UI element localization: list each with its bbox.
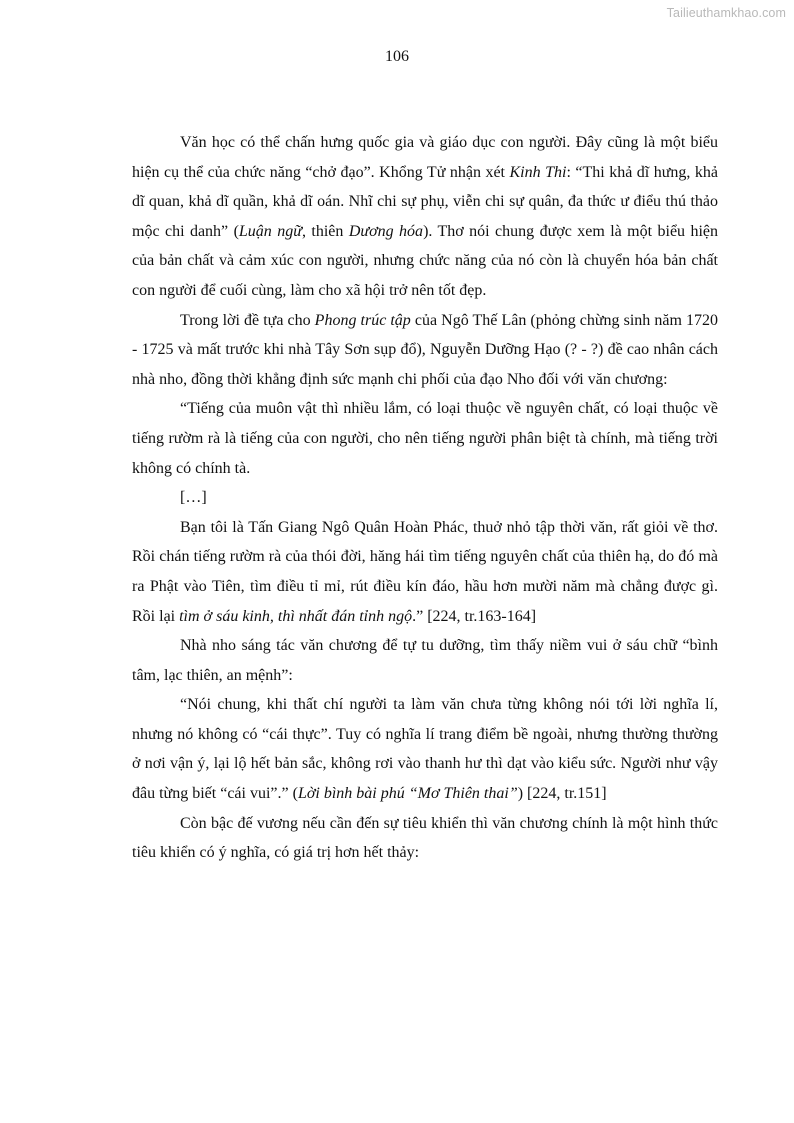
- paragraph-7-quote: “Nói chung, khi thất chí người ta làm văn chưa từng không nói tới lời nghĩa lí, nhưng nó không có “cái thực”. Tuy có nghĩa lí trang điểm bề ngoài, nhưng thường thường ở nơi vận ý, lại lộ hết bản sắc, không rơi vào thanh hư thì dạt vào kiểu sức. Người như vậy đâu từng biết “cái vui”.” (Lời bình bài phú “Mơ Thiên thai”) [224, tr.151]: [132, 696, 718, 803]
- title-kinh-thi: Kinh Thi: [509, 163, 567, 181]
- title-phong-truc-tap: Phong trúc tập: [314, 311, 411, 329]
- page-number: 106: [385, 48, 409, 65]
- paragraph-2: Trong lời đề tựa cho Phong trúc tập của Ngô Thế Lân (phỏng chừng sinh năm 1720 - 1725 và mất trước khi nhà Tây Sơn sụp đổ), Nguyễn Dưỡng Hạo (? - ?) đề cao nhân cách nhà nho, đồng thời khẳng định sức mạnh chi phối của đạo Nho đối với văn chương:: [132, 311, 718, 388]
- paragraph-8: Còn bậc đế vương nếu cần đến sự tiêu khiển thì văn chương chính là một hình thức tiêu khiển có ý nghĩa, có giá trị hơn hết thảy:: [132, 814, 718, 862]
- italic-phrase: tìm ở sáu kinh, thì nhất đán tỉnh ngộ: [179, 607, 413, 625]
- title-luan-ngu: Luận ngữ: [238, 222, 302, 240]
- watermark: Tailieuthamkhao.com: [666, 6, 786, 20]
- paragraph-1: Văn học có thể chấn hưng quốc gia và giáo dục con người. Đây cũng là một biểu hiện cụ thể của chức năng “chở đạo”. Khổng Tử nhận xét Kinh Thi: “Thi khả dĩ hưng, khả dĩ quan, khả dĩ quần, khả dĩ oán. Nhĩ chi sự phụ, viễn chi sự quân, đa thức ư điểu thú thảo mộc chi danh” (Luận ngữ, thiên Dương hóa). Thơ nói chung được xem là một biểu hiện của bản chất và cảm xúc con người, nhưng chức năng của nó còn là chuyển hóa bản chất con người để cuối cùng, làm cho xã hội trở nên tốt đẹp.: [132, 134, 719, 299]
- title-duong-hoa: Dương hóa: [348, 222, 424, 240]
- paragraph-5: Bạn tôi là Tấn Giang Ngô Quân Hoàn Phác, thuở nhỏ tập thời văn, rất giỏi về thơ. Rồi chán tiếng rườm rà của thói đời, hăng hái tìm tiếng nguyên chất của thiên hạ, do đó mà ra Phật vào Tiên, tìm điều tỉ mỉ, rút điều kín đáo, hầu hơn mười năm mà chẳng được gì. Rồi lại tìm ở sáu kinh, thì nhất đán tỉnh ngộ.” [224, tr.163-164]: [132, 518, 718, 625]
- paragraph-6: Nhà nho sáng tác văn chương để tự tu dưỡng, tìm thấy niềm vui ở sáu chữ “bình tâm, lạc thiên, an mệnh”:: [132, 637, 718, 684]
- paragraph-3-quote: “Tiếng của muôn vật thì nhiều lắm, có loại thuộc về nguyên chất, có loại thuộc về tiếng rườm rà là tiếng của con người, cho nên tiếng người phân biệt tà chính, mà tiếng trời không có chính tà.: [132, 400, 718, 477]
- paragraph-4-ellipsis: […]: [180, 489, 207, 507]
- title-loi-binh: Lời bình bài phú “Mơ Thiên thai”: [297, 785, 518, 803]
- document-body: [132, 128, 718, 868]
